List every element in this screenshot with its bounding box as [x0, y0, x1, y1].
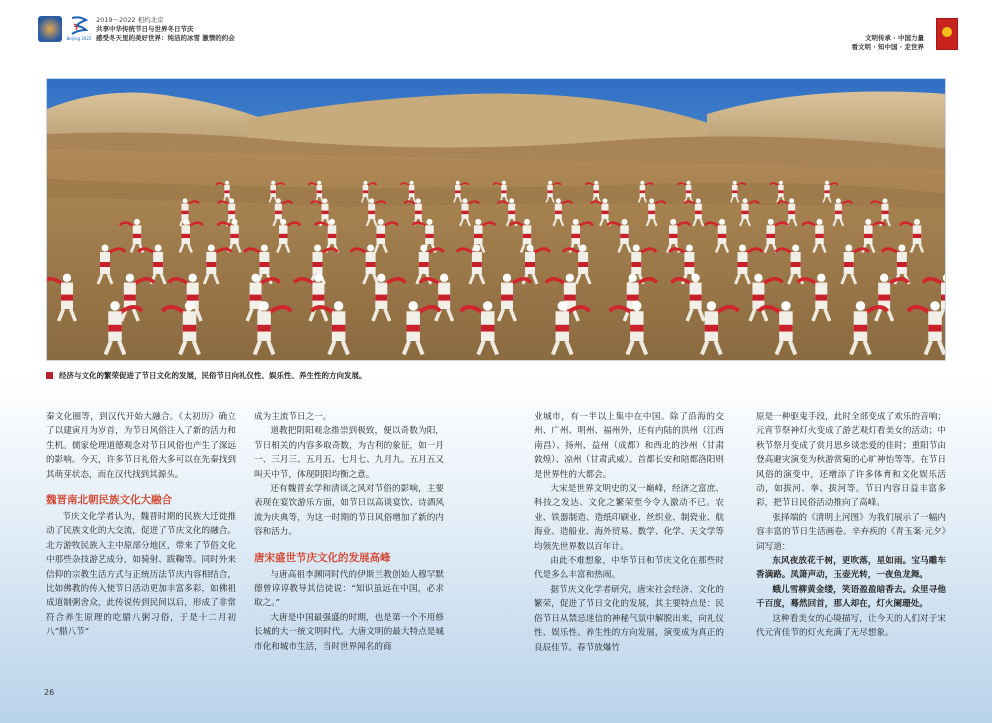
- header-title-block: [96, 16, 235, 43]
- section-heading: 唐宋盛世节庆文化的发展高峰: [254, 551, 391, 564]
- waist-drum-dance-photo: [46, 78, 946, 361]
- paragraph: 与唐高祖李渊同时代的伊斯兰教创始人穆罕默德曾谆谆教导其信徒说：“知识虽远在中国，必求取之。”: [254, 569, 444, 609]
- paragraph: 大唐是中国最强盛的时期，也是第一个不用修长城的大一统文明时代。大唐文明的最大特点是城市化和城市生活，当时世界闻名的商: [254, 612, 444, 652]
- header-line-3: 感受冬天里的美好世界：纯洁的冰雪 激情的约会: [96, 34, 235, 42]
- paragraph: 据节庆文化学者研究，唐宋社会经济、文化的繁荣，促进了节日文化的发展，其主要特点是：民俗节日从禁忌迷信的神秘气氛中解脱出来，向礼仪性、娱乐性、养生性的方向发展，演变成为真正的良辰佳节。春节放爆竹: [534, 584, 724, 653]
- paragraph: 大宋是世界文明史的又一巅峰，经济之富庶、科技之发达、文化之繁荣至今令人激动不已。农业、铁器制造、造纸印刷业、丝织业、制瓷业、航海业、造船业、海外贸易、数学、化学、天文学等均领先世界数以百年计。: [534, 484, 724, 552]
- photo-caption: [46, 370, 367, 381]
- red-seal-logo-icon: [936, 18, 958, 50]
- beijing-2022-logo-icon: [66, 14, 92, 42]
- header-right-line-1: 文明传承 · 中国力量: [865, 34, 924, 42]
- header-line-2: 共享中华传统节日与世界冬日节庆: [96, 25, 194, 33]
- article-column-4: [756, 410, 946, 641]
- paragraph: 节庆文化学者认为，魏晋时期的民族大迁徙推动了民族文化的大交流，促进了节庆文化的融合。北方游牧民族入主中原部分地区，带来了节俗文化中那些杂技游艺成分，如骑射、跋鞠等。同时外来信仰的宗教生活方式与正统历法节庆内容相结合，比如佛教的传入使节日活动更加丰富多彩，如佛祖成道制粥舍众，此传说传到民间以后，形成了非常符合养生原理的吃腊八粥习俗，于是十二月初八“腊八节”: [46, 512, 236, 638]
- page-number: 26: [44, 688, 55, 697]
- article-column-1: [46, 410, 236, 640]
- poem-stanza-2: 蛾儿雪柳黄金缕，笑语盈盈暗香去。众里寻他千百度，蓦然回首，那人却在，灯火阑珊处。: [756, 584, 946, 610]
- page-header: [0, 0, 992, 70]
- caption-square-icon: [46, 372, 53, 379]
- header-right-block: [852, 34, 925, 52]
- article-column-3: [534, 410, 724, 655]
- paragraph: 道教把阴阳观念推崇到极致，便以奇数为阳，节日相关的内容多取奇数，为吉利的象征，如一月一、三月三、五月五、七月七、九月九。五月五又叫天中节，体现阴阳均衡之意。: [254, 426, 444, 480]
- emblem-logo-icon: [38, 16, 62, 42]
- article-column-2: [254, 410, 444, 654]
- header-line-1: 2019～2022 相约北京: [96, 16, 164, 24]
- header-right-line-2: 看文明 · 知中国 · 走世界: [851, 43, 924, 51]
- paragraph: 由此不难想象，中华节日和节庆文化在那些时代是多么丰富和热闹。: [534, 556, 724, 581]
- paragraph: 张择端的《清明上河图》为我们展示了一幅内容丰富的节日生活画卷。辛弃疾的《青玉案·元夕》词写道：: [756, 512, 946, 552]
- paragraph: 还有魏晋玄学和清谈之风对节俗的影响，主要表现在宴饮游乐方面，如节日以高谈宴饮、诗酒风流为庆典等，为这一时期的节日风俗增加了新的内容和活力。: [254, 484, 444, 538]
- paragraph: 成为主流节日之一。: [254, 412, 332, 422]
- paragraph: 原是一种驱鬼手段，此时全部变成了欢乐的音响；元宵节祭神灯火变成了游艺观灯看美女的活动；中秋节祭月变成了赏月思乡谈恋爱的佳时；重阳节由登高避灾演变为秋游赏菊的心旷神怡等等。在节日风俗的演变中，还增添了许多体育和文化娱乐活动，如拔河、拳、拔河等。节日内容日益丰富多彩，把节日民俗活动推向了高峰。: [756, 412, 946, 509]
- section-heading: 魏晋南北朝民族文化大融合: [46, 494, 172, 507]
- loess-plateau-scene: [47, 79, 946, 361]
- photo-caption-text: 经济与文化的繁荣促进了节日文化的发展，民俗节日向礼仪性、娱乐性、养生性的方向发展。: [59, 371, 367, 380]
- paragraph: 秦文化圈等，到汉代开始大融合。《太初历》确立了以建寅月为岁首，为节日风俗注入了新的活力和生机。儒家伦理道德观念对节日风俗也产生了深远的影响。今天，许多节日礼俗大多可以在先秦找到其萌芽状态，而在汉代找到其源头。: [46, 412, 236, 480]
- paragraph: 这种看美女的心境描写，让今天的人们对于宋代元宵佳节的灯火充满了无尽想象。: [756, 613, 946, 639]
- svg-text:Beijing 2022: Beijing 2022: [66, 36, 92, 41]
- paragraph: 业城市，有一半以上集中在中国。除了沿海的交州、广州、明州、福州外，还有内陆的洪州（江西南昌）、扬州、益州（成都）和西北的沙州（甘肃敦煌）、凉州（甘肃武威）。首都长安和陪都洛阳则是世界性的大都会。: [534, 412, 724, 480]
- poem-stanza-1: 东风夜放花千树，更吹落，星如雨。宝马雕车香满路。凤箫声动，玉壶光转，一夜鱼龙舞。: [756, 556, 946, 581]
